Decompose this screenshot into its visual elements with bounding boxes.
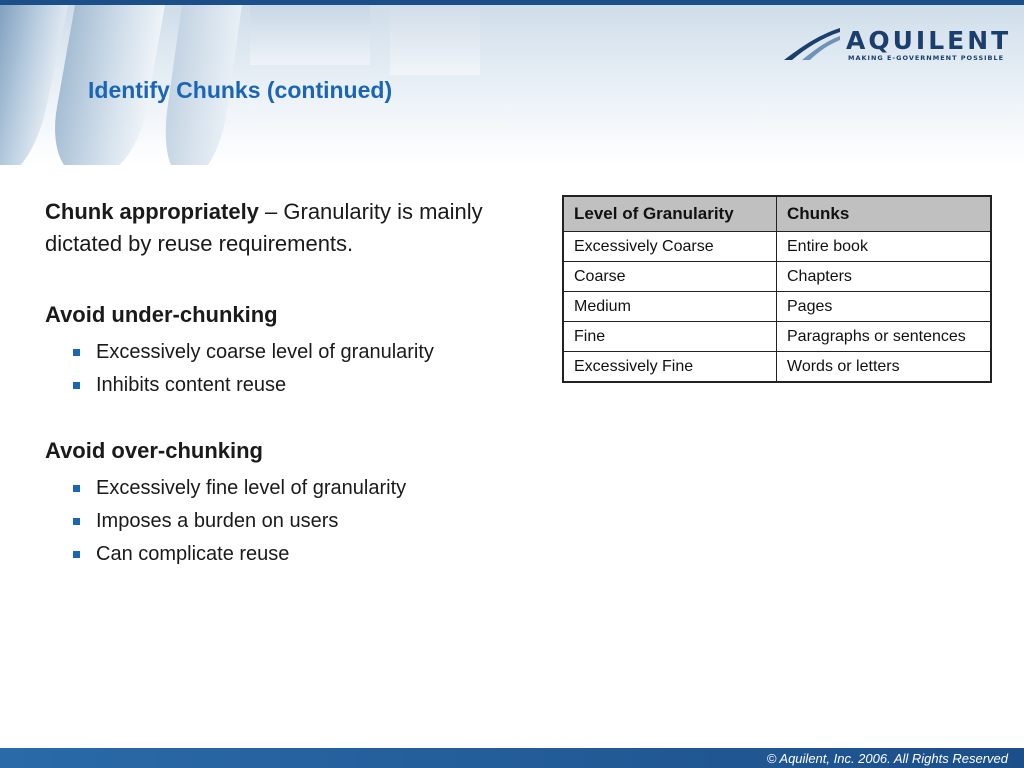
column-header: Chunks xyxy=(777,196,992,232)
table-cell: Coarse xyxy=(563,262,777,292)
column-header: Level of Granularity xyxy=(563,196,777,232)
table-cell: Words or letters xyxy=(777,352,992,383)
list-item: Excessively coarse level of granularity xyxy=(73,336,434,369)
bullet-square-icon xyxy=(73,382,80,389)
table-cell: Chapters xyxy=(777,262,992,292)
section-heading-over-chunking: Avoid over-chunking xyxy=(45,438,263,463)
bullet-square-icon xyxy=(73,518,80,525)
table-row xyxy=(563,232,991,262)
table-cell: Entire book xyxy=(777,232,992,262)
bullet-square-icon xyxy=(73,485,80,492)
table-cell: Medium xyxy=(563,292,777,322)
table-cell: Pages xyxy=(777,292,992,322)
decorative-column xyxy=(390,5,480,75)
slide-title: Identify Chunks (continued) xyxy=(88,77,393,103)
bullet-square-icon xyxy=(73,349,80,356)
list-item: Inhibits content reuse xyxy=(73,369,434,402)
intro-bold: Chunk appropriately xyxy=(45,199,259,224)
footer-bar xyxy=(0,748,1024,768)
decorative-column xyxy=(250,5,370,65)
list-item: Excessively fine level of granularity xyxy=(73,472,406,505)
table-header-row xyxy=(563,196,991,232)
aquilent-logo xyxy=(782,24,1012,64)
table-row xyxy=(563,292,991,322)
table-row xyxy=(563,262,991,292)
logo-swoosh-icon xyxy=(782,26,842,62)
intro-paragraph xyxy=(45,196,515,260)
intro-text: – Granularity is mainly dictated by reuse requirements. xyxy=(45,199,483,256)
table-cell: Excessively Fine xyxy=(563,352,777,383)
granularity-table xyxy=(562,195,992,383)
table-cell: Excessively Coarse xyxy=(563,232,777,262)
slide-body xyxy=(45,196,515,565)
copyright-text: © Aquilent, Inc. 2006. All Rights Reserved xyxy=(766,751,1008,766)
logo-tagline: MAKING E-GOVERNMENT POSSIBLE xyxy=(848,54,1005,62)
table-cell: Fine xyxy=(563,322,777,352)
bullet-square-icon xyxy=(73,551,80,558)
logo-wordmark: AQUILENT xyxy=(846,26,1012,55)
list-item: Imposes a burden on users xyxy=(73,505,406,538)
bullet-list-under-chunking xyxy=(73,336,434,402)
table-row xyxy=(563,322,991,352)
section-heading-under-chunking: Avoid under-chunking xyxy=(45,302,278,327)
table-cell: Paragraphs or sentences xyxy=(777,322,992,352)
list-item: Can complicate reuse xyxy=(73,538,406,571)
bullet-list-over-chunking xyxy=(73,472,406,571)
table-row xyxy=(563,352,991,383)
